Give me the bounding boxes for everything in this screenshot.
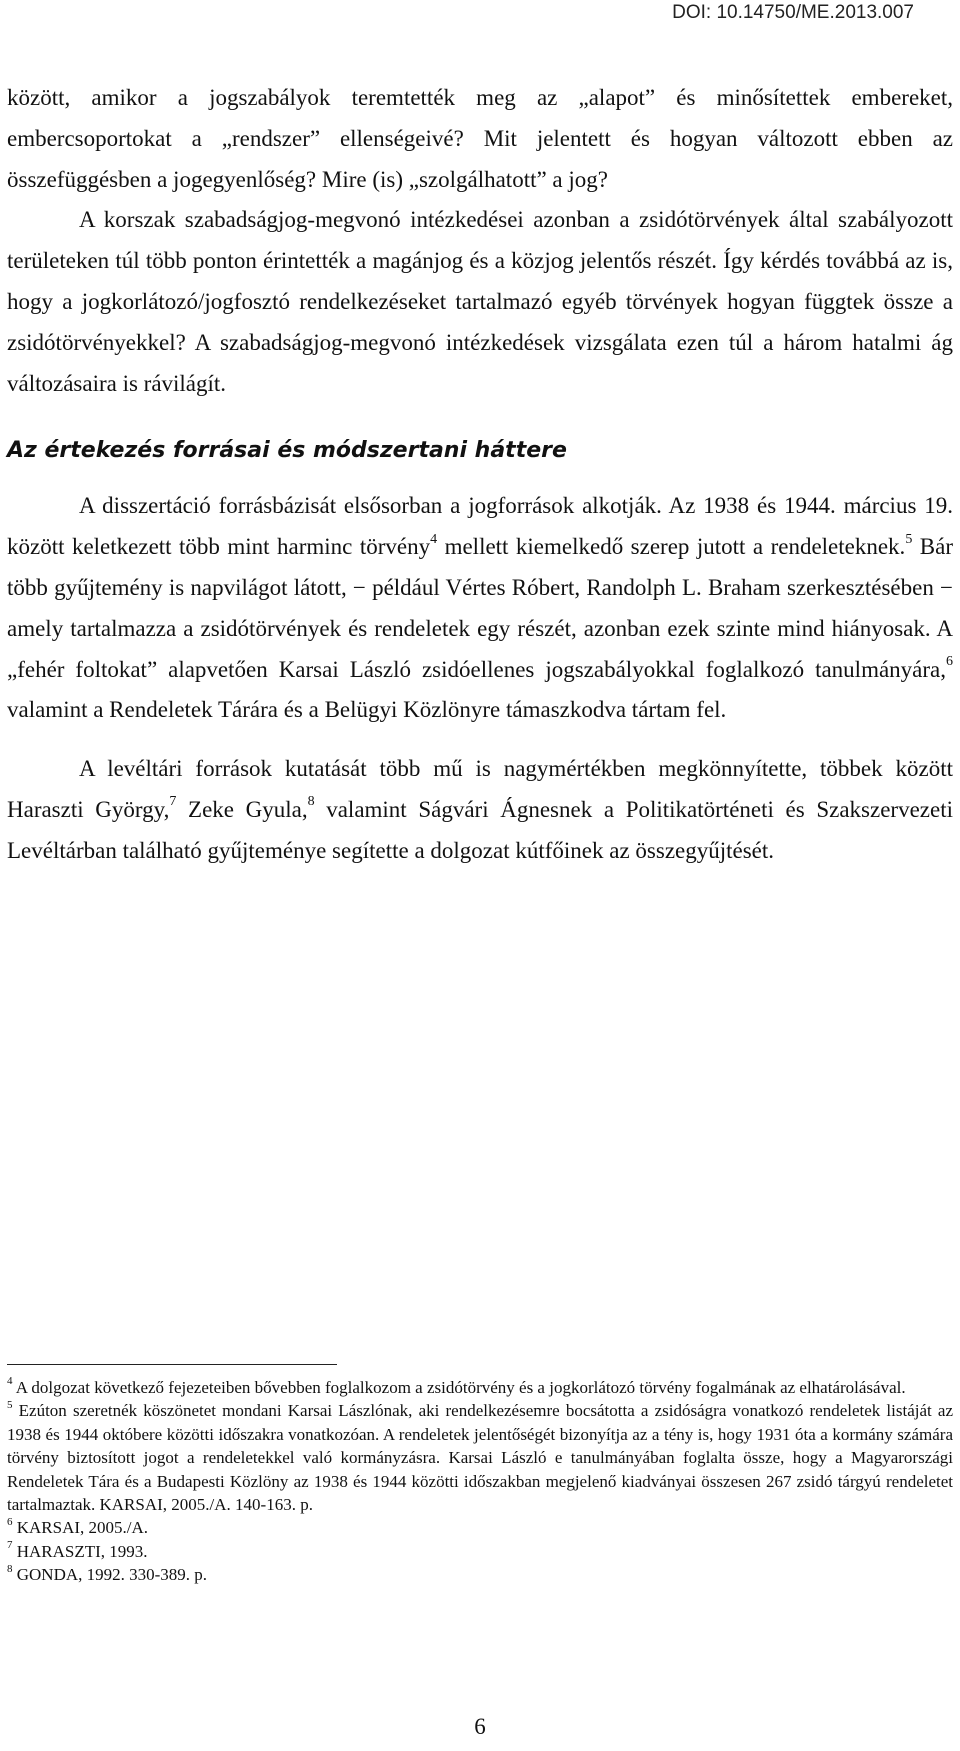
paragraph-3-text-a: A disszertáció forrásbázisát elsősorban a jogforrások alkotják. Az 1938 és 1944. március 19. között keletkezett több mint harminc törvény [7,493,953,560]
footnote-text: KARSAI, 2005./A. [12,1518,149,1538]
footnote-ref-6[interactable]: 6 [946,653,953,669]
paragraph-3-text-d: valamint a Rendeletek Tárára és a Belügyi Közlönyre támaszkodva tártam fel. [7,697,727,723]
footnote-ref-5[interactable]: 5 [905,531,913,547]
footnote-text: Ezúton szeretnék köszönetet mondani Karsai Lászlónak, aki rendelkezésemre bocsátotta a zsidóságra vonatkozó rendeletek listáját az 1938 és 1944 októbere közötti időszakra vonatkozóan. A rendeletek jelentőségét bizonyítja az a tény is, hogy 1931 óta a kormány számára törvény biztosított jogot a rendeletekkel való kormányzásra. Karsai László e tanulmányában foglalta össze, hogy a Magyarországi Rendeletek Tára és a Budapesti Közlöny az 1938 és 1944 közötti időszakban megjelenő kiadványai összesen 267 zsidó tárgyú rendeletet tartalmaztak. KARSAI, 2005./A. 140-163. p. [7,1401,953,1515]
footnote-number: 8 [7,1562,13,1575]
footnote-number: 5 [7,1398,13,1411]
footnote-ref-7[interactable]: 7 [169,794,177,810]
footnote-number: 4 [7,1375,13,1388]
footnote-number: 6 [7,1515,13,1528]
page-number: 6 [474,1714,486,1739]
footnote-6 [7,1516,953,1539]
footnote-number: 7 [7,1539,13,1552]
footnote-ref-4[interactable]: 4 [430,531,438,547]
footnote-text: HARASZTI, 1993. [12,1541,148,1561]
footnote-8 [7,1563,953,1586]
footnote-ref-8[interactable]: 8 [307,794,315,810]
paragraph-4 [7,749,953,871]
paragraph-2: A korszak szabadságjog-megvonó intézkedései azonban a zsidótörvények által szabályozott területeken túl több ponton érintették a magánjog és a közjog jelentős részét. Így kérdés továbbá az is, hogy a jogkorlátozó/jogfosztó rendelkezéseket tartalmazó egyéb törvények hogyan függtek össze a zsidótörvényekkel? A szabadságjog-megvonó intézkedések vizsgálata ezen túl a három hatalmi ág változásaira is rávilágít. [7,207,953,396]
footnote-4 [7,1376,953,1399]
paragraph-3 [7,486,953,731]
footnotes [7,1376,953,1587]
footnote-5 [7,1399,953,1516]
footnote-7 [7,1540,953,1563]
paragraph-4-text-a: A levéltári források kutatását több mű is nagymértékben megkönnyítette, többek között Haraszti György, [7,756,953,822]
paragraph-4-text-b: Zeke Gyula, [176,796,308,822]
footnote-text: GONDA, 1992. 330-389. p. [12,1565,208,1585]
paragraph-1: között, amikor a jogszabályok teremtették meg az „alapot” és minősítettek embereket, embercsoportokat a „rendszer” ellenségeivé? Mit jelentett és hogyan változott ebben az összefüggésben a jogegyenlőség? Mire (is) „szolgálhatott” a jog? [7,85,953,192]
footnote-separator [7,1364,337,1365]
paragraph-3-text-b: mellett kiemelkedő szerep jutott a rendeleteknek. [437,534,906,560]
paragraph-3-text-c: Bár több gyűjtemény is napvilágot látott, − például Vértes Róbert, Randolph L. Braham szerkesztésében − amely tartalmazza a zsidótörvények és rendeletek egy részét, azonban ezek szinte mind hiányosak. A „fehér foltokat” alapvetően Karsai László zsidóellenes jogszabályokkal foglalkozó tanulmányára, [7,534,953,682]
doi-header: DOI: 10.14750/ME.2013.007 [672,2,914,23]
footnote-text: A dolgozat következő fejezeteiben bővebben foglalkozom a zsidótörvény és a jogkorlátozó törvény fogalmának az elhatárolásával. [12,1378,906,1397]
main-text [7,78,953,872]
section-heading: Az értekezés forrásai és módszertani háttere [7,438,567,464]
paragraph-4-text-c: valamint Ságvári Ágnesnek a Politikatörténeti és Szakszervezeti Levéltárban található gyűjteménye segítette a dolgozat kútfőinek az összegyűjtését. [7,796,953,863]
